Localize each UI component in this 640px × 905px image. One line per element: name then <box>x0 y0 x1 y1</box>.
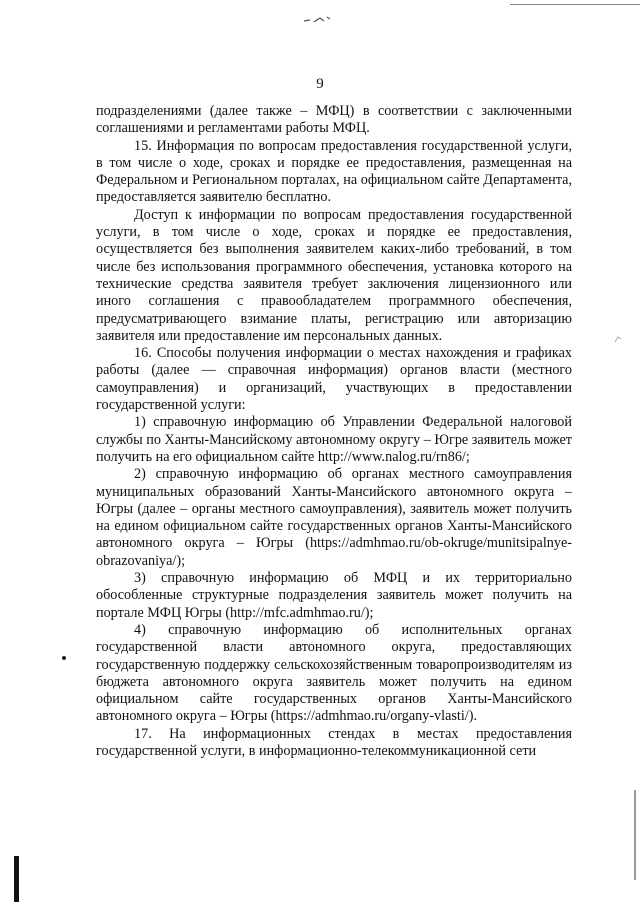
list-item: 1) справочную информацию об Управлении Федеральной налоговой службы по Ханты-Мансийскому автономному округу – Югре заявитель может получить на его официальном сайте http://www.nalog.ru/rn86/; <box>96 414 572 465</box>
list-item: 3) справочную информацию об МФЦ и их территориально обособленные структурные подразделения заявитель может получить на портале МФЦ Югры (http://mfc.admhmao.ru/); <box>96 570 572 621</box>
page-number: 9 <box>316 76 324 92</box>
scan-dot <box>62 656 66 660</box>
document-body <box>96 103 572 760</box>
paragraph: подразделениями (далее также – МФЦ) в соответствии с заключенными соглашениями и регламентами работы МФЦ. <box>96 103 572 137</box>
list-item: 2) справочную информацию об органах местного самоуправления муниципальных образований Ханты-Мансийского автономного округа – Югры (далее – органы местного самоуправления), заявитель может получить на едином официальном сайте государственных органов Ханты-Мансийского автономного округа – Югры (https://admhmao.ru/ob-okruge/munitsipalnye-obrazovaniya/); <box>96 466 572 569</box>
scan-edge-line <box>634 790 636 880</box>
scan-binding-mark <box>14 856 19 902</box>
list-item: 4) справочную информацию об исполнительных органах государственной власти автономного округа, предоставляющих государственную поддержку сельскохозяйственным товаропроизводителям из бюджета автономного округа заявитель может получить на едином официальном сайте государственных органов Ханты-Мансийского автономного округа – Югры (https://admhmao.ru/organy-vlasti/). <box>96 621 572 725</box>
paragraph: 16. Способы получения информации о местах нахождения и графиках работы (далее — справочная информация) органов власти (местного самоуправления) и организаций, участвующих в предоставлении государственной услуги: <box>96 345 572 414</box>
scan-speck-mark <box>614 334 622 344</box>
scan-edge-line <box>510 4 640 5</box>
paragraph: Доступ к информации по вопросам предоставления государственной услуги, в том числе о ходе, сроках и порядке ее предоставления, осуществляется без выполнения заявителем каких-либо требований, в том числе без использования программного обеспечения, установка которого на технические средства заявителя требует заключения лицензионного или иного соглашения с правообладателем программного обеспечения, предусматривающего взимание платы, регистрацию или авторизацию заявителя или предоставление им персональных данных. <box>96 206 572 344</box>
paragraph: 17. На информационных стендах в местах предоставления государственной услуги, в информационно-телекоммуникационной сети <box>96 725 572 759</box>
scan-speck-mark <box>300 12 340 26</box>
paragraph: 15. Информация по вопросам предоставления государственной услуги, в том числе о ходе, сроках и порядке ее предоставления, размещенная на Федеральном и Региональном порталах, на официальном сайте Департамента, предоставляется заявителю бесплатно. <box>96 137 572 206</box>
